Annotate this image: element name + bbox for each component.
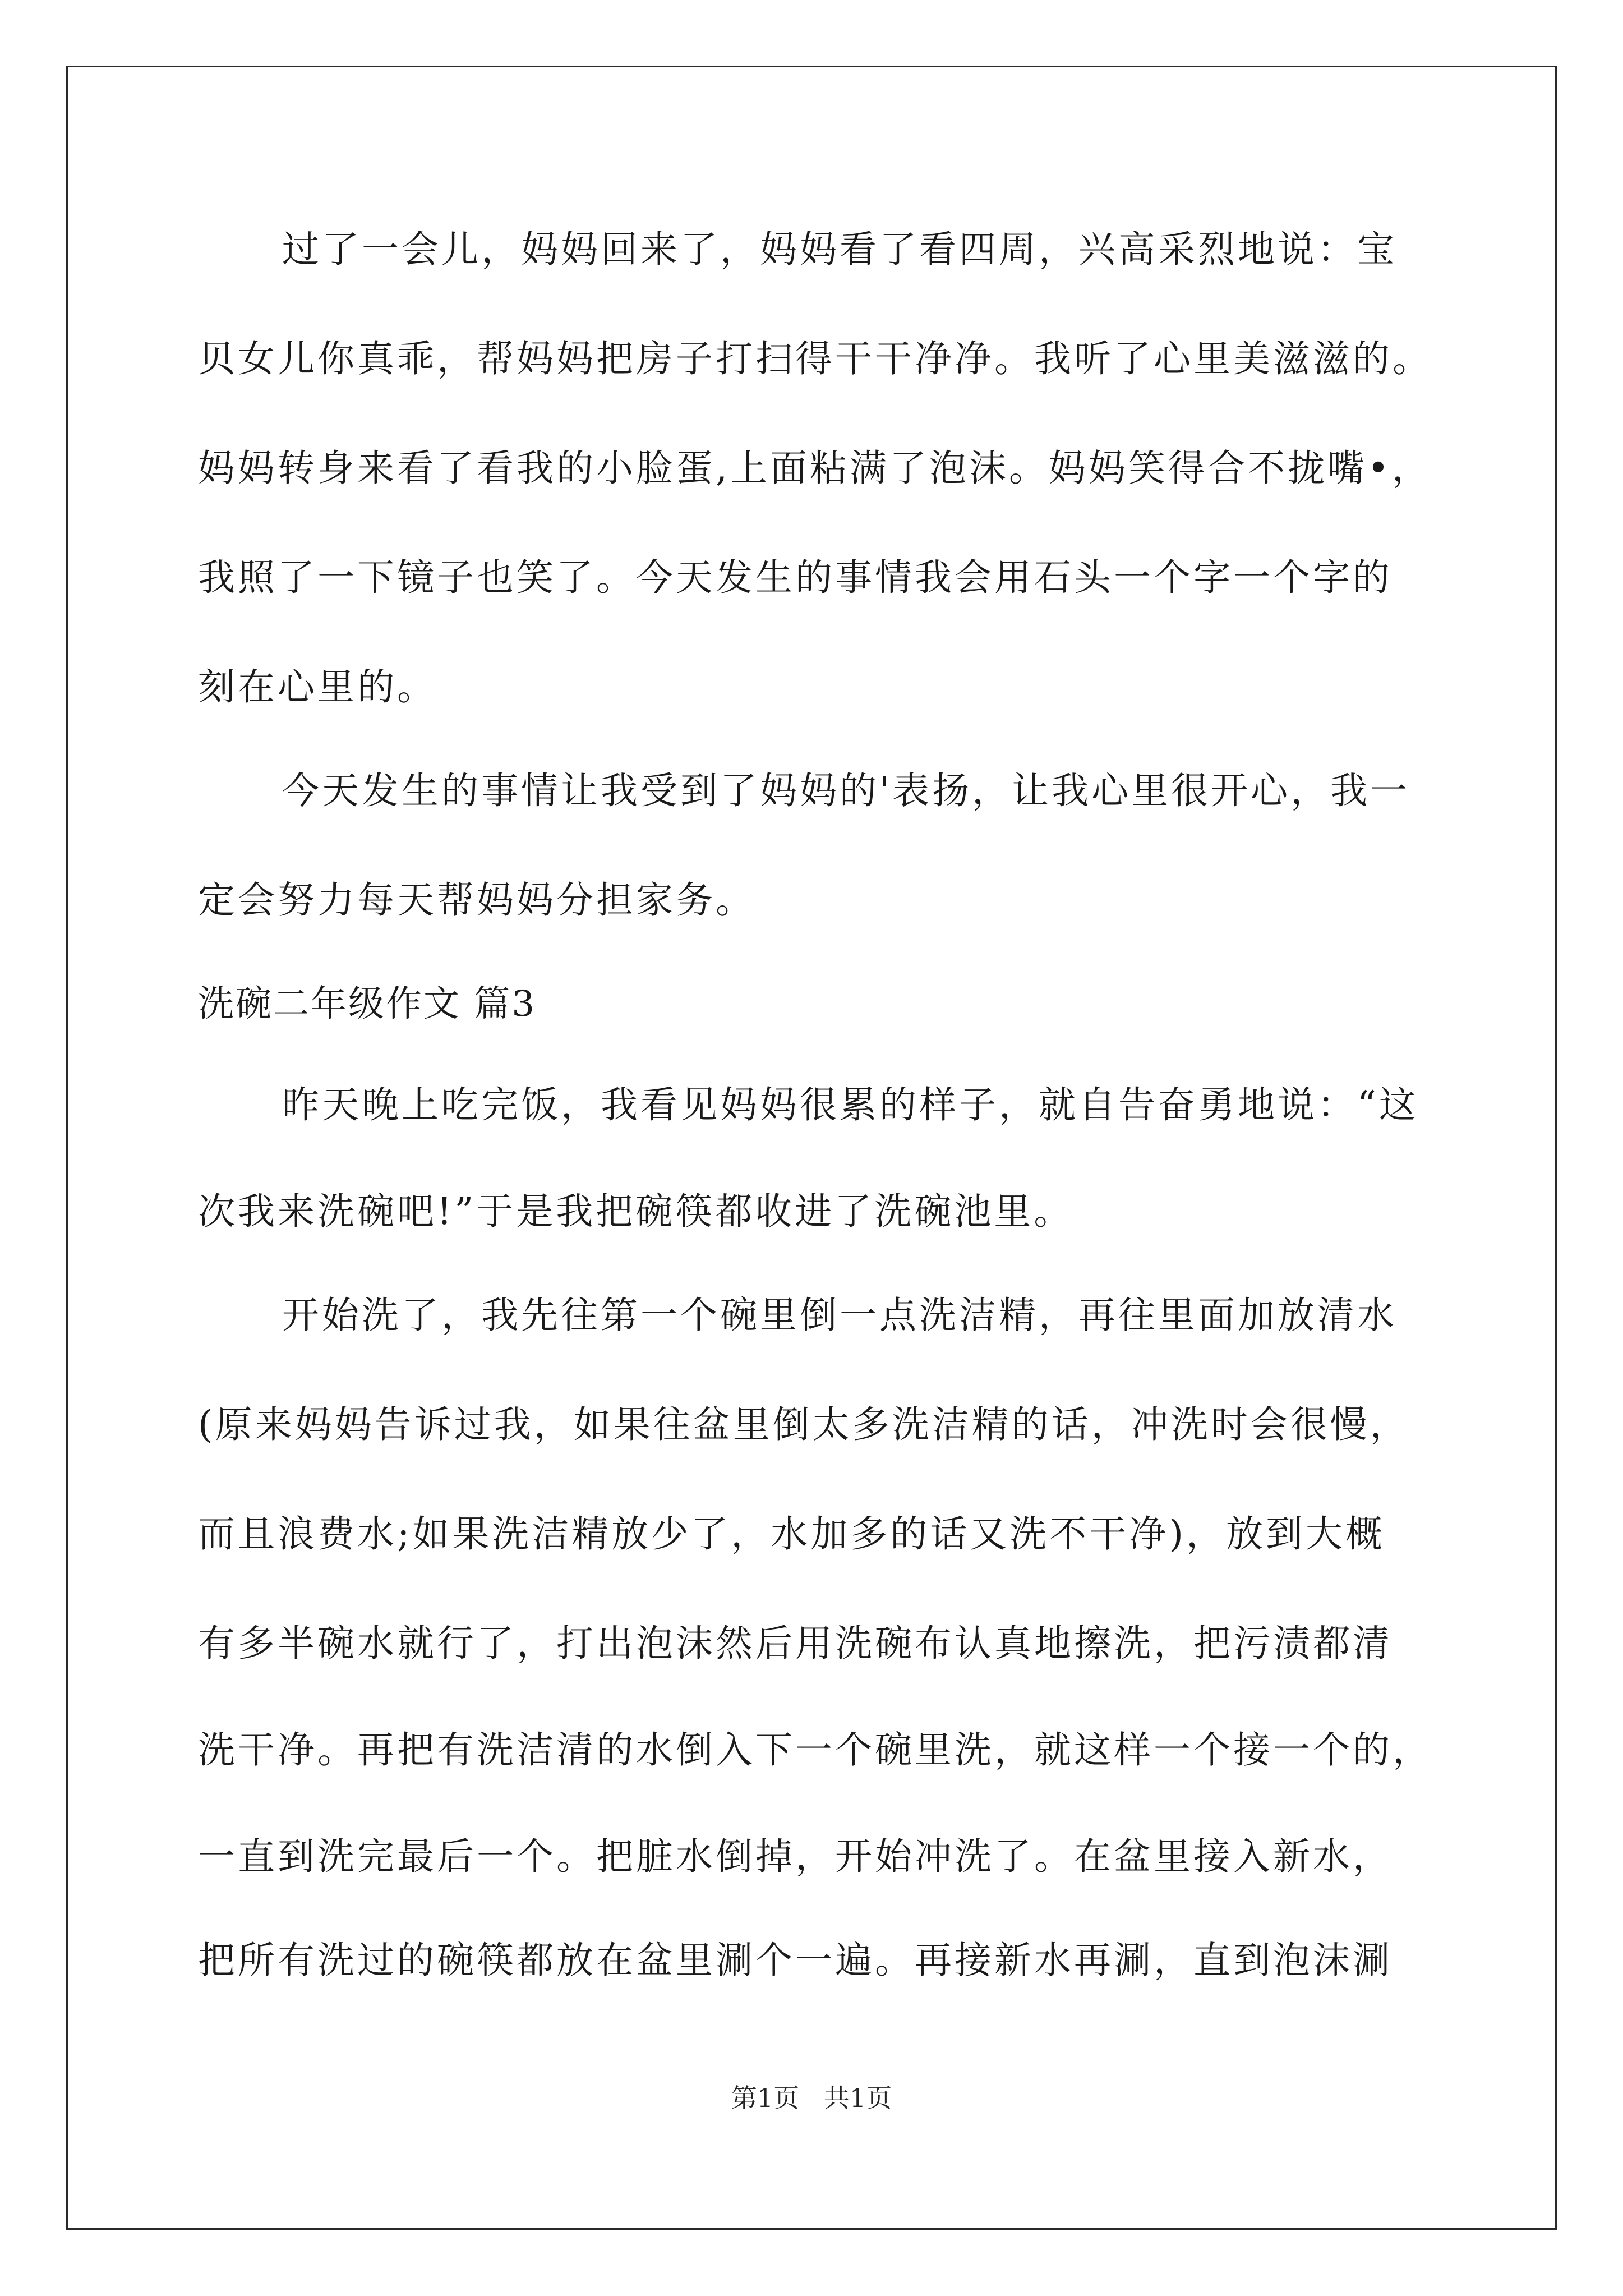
paragraph-line: 今天发生的事情让我受到了妈妈的'表扬，让我心里很开心，我一 bbox=[282, 769, 1410, 812]
paragraph-line: 开始洗了，我先往第一个碗里倒一点洗洁精，再往里面加放清水 bbox=[282, 1294, 1397, 1337]
paragraph-line: 洗干净。再把有洗洁清的水倒入下一个碗里洗，就这样一个接一个的， bbox=[198, 1728, 1432, 1772]
paragraph-line: 贝女儿你真乖，帮妈妈把房子打扫得干干净净。我听了心里美滋滋的。 bbox=[198, 337, 1432, 380]
section-heading: 洗碗二年级作文 篇3 bbox=[198, 983, 537, 1025]
paragraph-line: 一直到洗完最后一个。把脏水倒掉，开始冲洗了。在盆里接入新水， bbox=[198, 1835, 1393, 1878]
paragraph-line: 刻在心里的。 bbox=[198, 665, 437, 708]
paragraph-line: 有多半碗水就行了，打出泡沫然后用洗碗布认真地擦洗，把污渍都清 bbox=[198, 1622, 1393, 1665]
page-border bbox=[66, 66, 1557, 2230]
paragraph-line: 昨天晚上吃完饭，我看见妈妈很累的样子，就自告奋勇地说：“这 bbox=[282, 1083, 1419, 1126]
paragraph-line: 定会努力每天帮妈妈分担家务。 bbox=[198, 878, 755, 922]
paragraph-line: 我照了一下镜子也笑了。今天发生的事情我会用石头一个字一个字的 bbox=[198, 556, 1393, 599]
paragraph-line: 而且浪费水;如果洗洁精放少了，水加多的话又洗不干净)，放到大概 bbox=[198, 1512, 1385, 1556]
paragraph-line: 把所有洗过的碗筷都放在盆里涮个一遍。再接新水再涮，直到泡沫涮 bbox=[198, 1939, 1393, 1982]
paragraph-line: (原来妈妈告诉过我，如果往盆里倒太多洗洁精的话，冲洗时会很慢， bbox=[198, 1403, 1410, 1446]
page-footer: 第1页 共1页 bbox=[731, 2083, 892, 2113]
paragraph-line: 过了一会儿，妈妈回来了，妈妈看了看四周，兴高采烈地说：宝 bbox=[282, 228, 1397, 271]
paragraph-line: 次我来洗碗吧!”于是我把碗筷都收进了洗碗池里。 bbox=[198, 1190, 1074, 1233]
paragraph-line: 妈妈转身来看了看我的小脸蛋,上面粘满了泡沫。妈妈笑得合不拢嘴•， bbox=[198, 447, 1432, 490]
